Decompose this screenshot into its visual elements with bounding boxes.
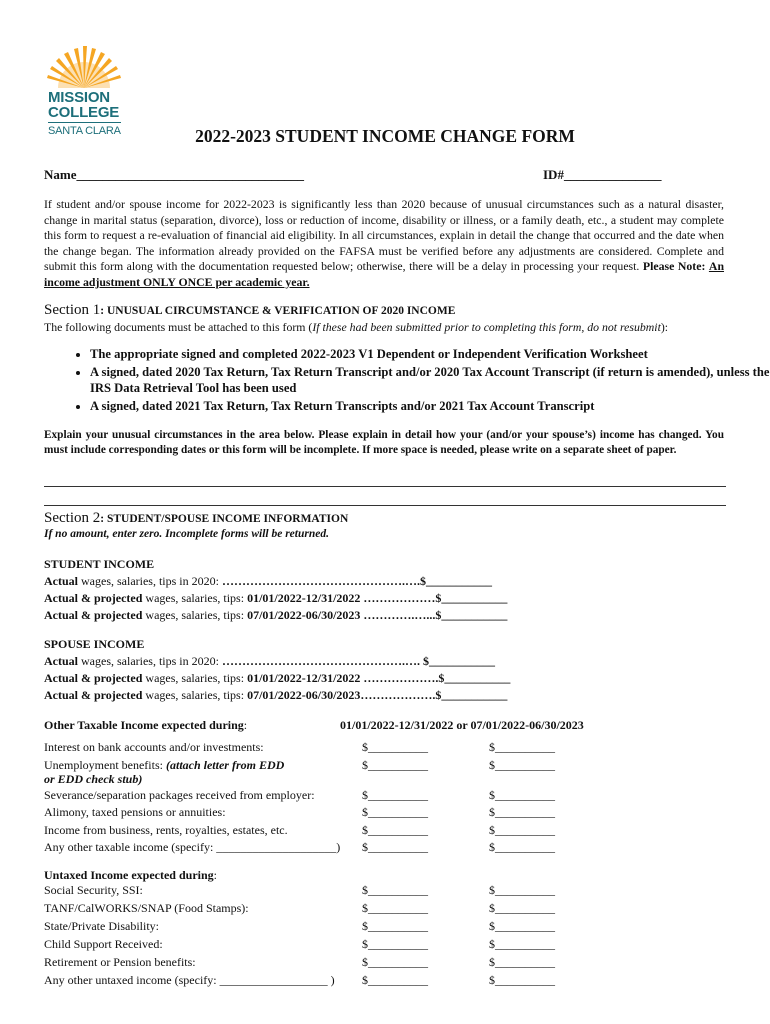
section2-heading: [44, 510, 348, 527]
row-label: wages, salaries, tips:: [142, 591, 248, 605]
section1-title: : UNUSUAL CIRCUMSTANCE & VERIFICATION OF 2020 INCOME: [100, 305, 456, 317]
intro-paragraph: [44, 197, 724, 291]
untaxed-heading: [44, 868, 217, 883]
taxable-row-business: [44, 823, 288, 838]
untaxed-row-tanf: [44, 901, 249, 916]
docs-intro: [44, 320, 668, 335]
section1-heading: [44, 302, 455, 319]
spouse-row-1[interactable]: [44, 654, 495, 669]
explain-instructions: Explain your unusual circumstances in the area below. Please explain in detail how your (and/or your spouse’s) income has changed. You must include corresponding dates or this form will be incomplete. If more space is needed, please write on a separate sheet of paper.: [44, 429, 724, 456]
taxable-row-alimony: [44, 805, 226, 820]
row-blank: 07/01/2022-06/30/2023……………….$___________: [247, 688, 508, 702]
other-taxable-colon: :: [243, 718, 248, 732]
section2-number: Section 2: [44, 510, 101, 526]
untaxed-label: Retirement or Pension benefits:: [44, 955, 196, 969]
student-row-3[interactable]: [44, 608, 507, 623]
explain-line-1[interactable]: [44, 486, 726, 487]
edd-note-2: or EDD check stub): [44, 772, 143, 786]
section2-note: If no amount, enter zero. Incomplete forms will be returned.: [44, 528, 329, 540]
tanf-blank-2[interactable]: $__________: [489, 901, 555, 915]
taxable-label: Income from business, rents, royalties, estates, etc.: [44, 823, 288, 837]
note-label: Please Note:: [642, 259, 706, 274]
row-label-bold: Actual: [44, 574, 78, 588]
taxable-label: Alimony, taxed pensions or annuities:: [44, 805, 226, 819]
student-income-heading: STUDENT INCOME: [44, 557, 155, 571]
doc-bullet-2: • A signed, dated 2020 Tax Return, Tax Return Transcript and/or 2020 Tax Account Transcript (if return is amended), unless the IRS Data Retrieval Tool has been used: [90, 364, 770, 396]
row-label: wages, salaries, tips in 2020:: [78, 574, 222, 588]
form-title: 2022-2023 STUDENT INCOME CHANGE FORM: [195, 126, 575, 146]
intro-text: If student and/or spouse income for 2022-2023 is significantly less than 2020 because of unusual circumstances such as a natural disaster, change in marital status (separation, divorce), loss or reduction of income, disability or illness, or a family death, etc., a student may complete this form to request a re-evaluation of financial aid eligibility. In all circumstances, explain in detail the change that occurred and the date when the change began. The information already provided on the FAFSA must be verified before any adjustments are considered. Complete and submit this form along with the documentation requested below; otherwise, there will be a delay in processing your request.: [44, 197, 724, 274]
ssi-blank-2[interactable]: $__________: [489, 883, 555, 897]
interest-blank-2[interactable]: $__________: [489, 740, 555, 754]
untaxed-label: Any other untaxed income (specify: __________________ ): [44, 973, 335, 987]
explain-line-2[interactable]: [44, 505, 726, 506]
taxable-row-severance: [44, 788, 315, 803]
row-blank: ……………………………………….…. $___________: [221, 654, 495, 668]
tanf-blank-1[interactable]: $__________: [362, 901, 428, 915]
untaxed-row-child-support: [44, 937, 163, 952]
taxable-row-unemployment: [44, 758, 284, 773]
row-label: wages, salaries, tips:: [142, 688, 248, 702]
other-taxable-heading: [44, 718, 247, 733]
untaxed-label: Social Security, SSI:: [44, 883, 143, 897]
business-blank-2[interactable]: $__________: [489, 823, 555, 837]
doc-bullet-3: • A signed, dated 2021 Tax Return, Tax Return Transcripts and/or 2021 Tax Account Transcript: [90, 398, 770, 414]
row-label: wages, salaries, tips in 2020:: [78, 654, 222, 668]
untaxed-label: TANF/CalWORKS/SNAP (Food Stamps):: [44, 901, 249, 915]
other-untaxed-blank-2[interactable]: $__________: [489, 973, 555, 987]
edd-note: (attach letter from EDD: [165, 758, 285, 772]
row-label-bold: Actual & projected: [44, 608, 143, 622]
note-text: An income adjustment ONLY ONCE per academic year.: [44, 259, 725, 289]
child-support-blank-1[interactable]: $__________: [362, 937, 428, 951]
taxable-label: Interest on bank accounts and/or investments:: [44, 740, 264, 754]
section2-title: : STUDENT/SPOUSE INCOME INFORMATION: [100, 513, 349, 525]
docs-intro-italic: If these had been submitted prior to completing this form, do not resubmit: [312, 320, 661, 334]
interest-blank-1[interactable]: $__________: [362, 740, 428, 754]
row-blank: 01/01/2022-12/31/2022 ………………$___________: [247, 591, 508, 605]
taxable-label: Severance/separation packages received from employer:: [44, 788, 315, 802]
section1-number: Section 1: [44, 302, 101, 318]
business-blank-1[interactable]: $__________: [362, 823, 428, 837]
row-label-bold: Actual & projected: [44, 688, 143, 702]
unemployment-blank-2[interactable]: $__________: [489, 758, 555, 772]
logo-santa-clara: SANTA CLARA: [48, 122, 121, 139]
severance-blank-1[interactable]: $__________: [362, 788, 428, 802]
row-blank: ……………………………………….….$___________: [221, 574, 492, 588]
row-label: wages, salaries, tips:: [142, 671, 248, 685]
required-docs-list: [46, 346, 770, 416]
id-field[interactable]: ID#_______________: [543, 167, 662, 182]
student-row-1[interactable]: [44, 574, 492, 589]
other-taxable-blank-1[interactable]: $__________: [362, 840, 428, 854]
untaxed-row-ssi: [44, 883, 143, 898]
other-untaxed-blank-1[interactable]: $__________: [362, 973, 428, 987]
retirement-blank-1[interactable]: $__________: [362, 955, 428, 969]
period-column-header: 01/01/2022-12/31/2022 or 07/01/2022-06/30/2023: [340, 718, 584, 732]
alimony-blank-2[interactable]: $__________: [489, 805, 555, 819]
taxable-label: Any other taxable income (specify: ____________________): [44, 840, 341, 854]
row-label-bold: Actual & projected: [44, 591, 143, 605]
spouse-income-heading: SPOUSE INCOME: [44, 637, 145, 651]
row-blank: 01/01/2022-12/31/2022 ……………….$___________: [247, 671, 511, 685]
taxable-row-interest: [44, 740, 264, 755]
sun-icon: [44, 46, 124, 90]
retirement-blank-2[interactable]: $__________: [489, 955, 555, 969]
alimony-blank-1[interactable]: $__________: [362, 805, 428, 819]
logo-mission: MISSION: [48, 89, 110, 106]
disability-blank-1[interactable]: $__________: [362, 919, 428, 933]
child-support-blank-2[interactable]: $__________: [489, 937, 555, 951]
spouse-row-2[interactable]: [44, 671, 510, 686]
untaxed-label: Child Support Received:: [44, 937, 163, 951]
ssi-blank-1[interactable]: $__________: [362, 883, 428, 897]
severance-blank-2[interactable]: $__________: [489, 788, 555, 802]
row-blank: 07/01/2022-06/30/2023 ………….…...$___________: [247, 608, 508, 622]
spouse-row-3[interactable]: [44, 688, 507, 703]
untaxed-row-other: [44, 973, 335, 988]
taxable-row-other: [44, 840, 340, 855]
student-row-2[interactable]: [44, 591, 507, 606]
untaxed-colon: :: [213, 868, 218, 882]
untaxed-label: State/Private Disability:: [44, 919, 159, 933]
disability-blank-2[interactable]: $__________: [489, 919, 555, 933]
docs-intro-end: ):: [660, 320, 669, 334]
name-field[interactable]: Name___________________________________: [44, 167, 304, 182]
docs-intro-text: The following documents must be attached to this form (: [44, 320, 313, 334]
row-label-bold: Actual & projected: [44, 671, 143, 685]
logo-college: COLLEGE: [48, 104, 120, 121]
unemployment-blank-1[interactable]: $__________: [362, 758, 428, 772]
other-taxable-title: Other Taxable Income expected during: [44, 718, 244, 732]
row-label-bold: Actual: [44, 654, 78, 668]
doc-bullet-1: • The appropriate signed and completed 2022-2023 V1 Dependent or Independent Verification Worksheet: [90, 346, 770, 362]
taxable-label: Unemployment benefits:: [44, 758, 163, 772]
row-label: wages, salaries, tips:: [142, 608, 248, 622]
untaxed-title: Untaxed Income expected during: [44, 868, 214, 882]
untaxed-row-retirement: [44, 955, 196, 970]
untaxed-row-disability: [44, 919, 159, 934]
other-taxable-blank-2[interactable]: $__________: [489, 840, 555, 854]
